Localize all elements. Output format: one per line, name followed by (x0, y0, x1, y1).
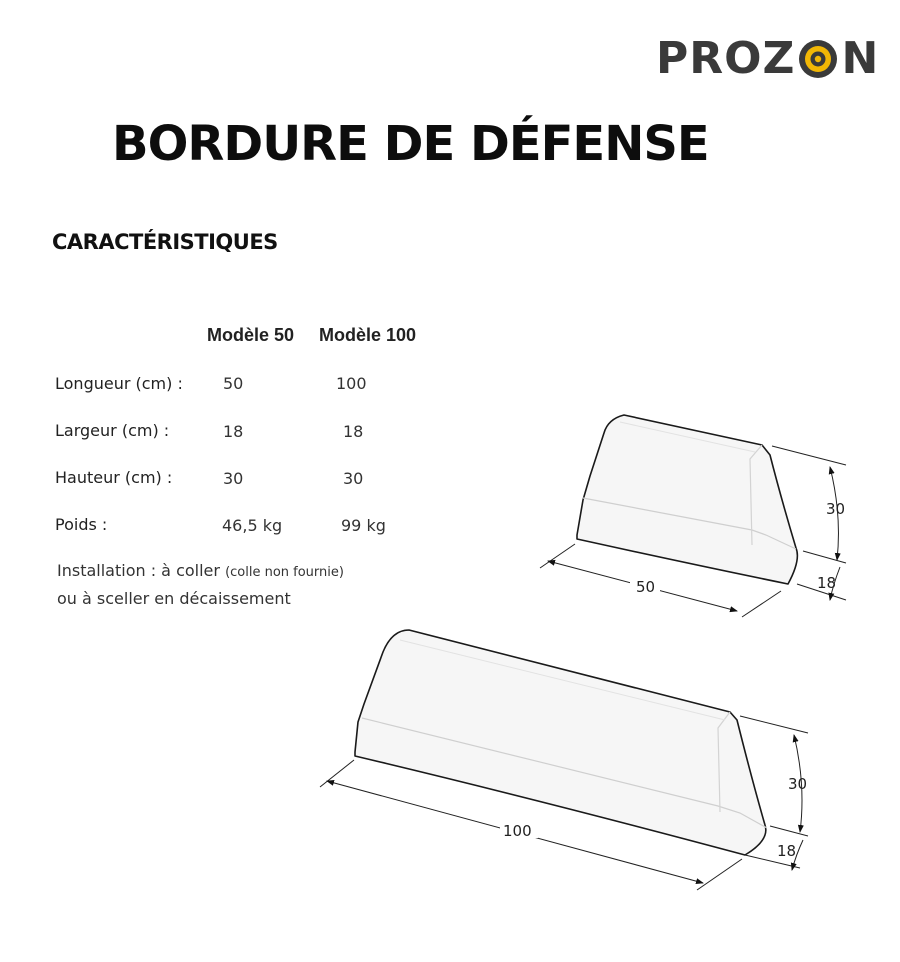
dimension-label-height-100: 30 (788, 775, 808, 793)
installation-line-2: ou à sceller en décaissement (57, 589, 291, 608)
cell-weight-model-100: 99 kg (341, 516, 386, 535)
cell-weight-model-50: 46,5 kg (222, 516, 283, 535)
row-label-weight: Poids : (55, 515, 108, 534)
cell-width-model-50: 18 (223, 422, 244, 441)
dimension-label-width-100: 18 (777, 842, 797, 860)
section-title: CARACTÉRISTIQUES (52, 230, 278, 254)
row-label-length: Longueur (cm) : (55, 374, 183, 393)
installation-note: (colle non fournie) (225, 565, 344, 580)
column-header-model-100: Modèle 100 (319, 325, 417, 345)
dimension-label-length-50: 50 (636, 578, 656, 596)
cell-width-model-100: 18 (343, 422, 364, 441)
page-title: BORDURE DE DÉFENSE (112, 116, 709, 172)
logo-text-start: PROZ (656, 33, 796, 84)
dimension-label-width-50: 18 (817, 574, 837, 592)
dimension-label-height-50: 30 (826, 500, 846, 518)
logo-text-end: N (841, 33, 880, 84)
row-label-width: Largeur (cm) : (55, 421, 170, 440)
dimension-label-length-100: 100 (503, 822, 532, 840)
block-model-100 (355, 630, 767, 855)
installation-text: Installation : à coller (57, 561, 220, 580)
column-header-model-50: Modèle 50 (207, 325, 295, 345)
cell-height-model-50: 30 (223, 469, 244, 488)
cell-length-model-100: 100 (336, 374, 367, 393)
cell-height-model-100: 30 (343, 469, 364, 488)
block-model-50 (577, 415, 797, 584)
cell-length-model-50: 50 (223, 374, 244, 393)
row-label-height: Hauteur (cm) : (55, 468, 173, 487)
